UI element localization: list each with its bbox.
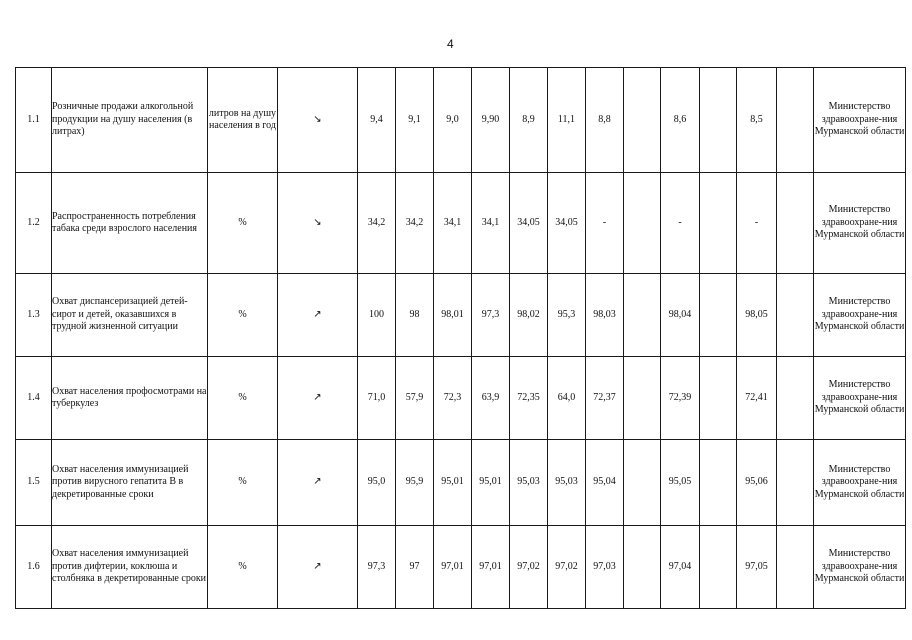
unit-cell: % [208,526,278,609]
unit-cell: литров на душу населения в год [208,68,278,173]
value-cell: 100 [358,274,396,357]
value-cell: 9,4 [358,68,396,173]
unit-cell: % [208,274,278,357]
empty-cell [624,274,661,357]
value-cell: 95,05 [661,440,700,526]
value-cell: 97,03 [586,526,624,609]
unit-cell: % [208,173,278,274]
value-cell: 95,0 [358,440,396,526]
empty-cell [700,173,737,274]
empty-cell [700,440,737,526]
value-cell: 8,5 [737,68,777,173]
value-cell: 98,04 [661,274,700,357]
trend-arrow-icon: ↘ [278,173,358,274]
trend-arrow-icon: ↗ [278,526,358,609]
row-number: 1.5 [16,440,52,526]
value-cell: 97,02 [510,526,548,609]
trend-arrow-icon: ↗ [278,440,358,526]
value-cell: 97 [396,526,434,609]
empty-cell [777,357,814,440]
trend-arrow-icon: ↗ [278,357,358,440]
value-cell: 97,3 [358,526,396,609]
table-row [16,68,906,173]
empty-cell [700,68,737,173]
value-cell: 9,1 [396,68,434,173]
value-cell: 34,05 [548,173,586,274]
value-cell: 34,2 [358,173,396,274]
value-cell: 57,9 [396,357,434,440]
responsible-cell: Министерство здравоохране-ния Мурманской области [814,68,906,173]
value-cell: 97,04 [661,526,700,609]
value-cell: 34,1 [472,173,510,274]
empty-cell [624,173,661,274]
unit-cell: % [208,440,278,526]
value-cell: 72,39 [661,357,700,440]
row-number: 1.4 [16,357,52,440]
empty-cell [700,274,737,357]
value-cell: 9,90 [472,68,510,173]
value-cell: 95,01 [434,440,472,526]
value-cell: 72,37 [586,357,624,440]
value-cell: 95,06 [737,440,777,526]
value-cell: 97,01 [472,526,510,609]
value-cell: - [737,173,777,274]
indicator-name: Розничные продажи алкогольной продукции на душу населения (в литрах) [52,68,208,173]
row-number: 1.3 [16,274,52,357]
empty-cell [777,68,814,173]
empty-cell [777,274,814,357]
indicator-name: Охват населения профосмотрами на туберкулез [52,357,208,440]
value-cell: 98,03 [586,274,624,357]
indicator-name: Распространенность потребления табака среди взрослого населения [52,173,208,274]
value-cell: 34,2 [396,173,434,274]
table-row [16,274,906,357]
row-number: 1.6 [16,526,52,609]
value-cell: 72,35 [510,357,548,440]
empty-cell [700,357,737,440]
value-cell: 9,0 [434,68,472,173]
value-cell: 95,03 [548,440,586,526]
value-cell: 98,01 [434,274,472,357]
row-number: 1.2 [16,173,52,274]
empty-cell [777,440,814,526]
value-cell: 8,6 [661,68,700,173]
value-cell: 95,3 [548,274,586,357]
table-row [16,357,906,440]
indicator-name: Охват населения иммунизацией против дифтерии, коклюша и столбняка в декретированные сроки [52,526,208,609]
value-cell: 95,04 [586,440,624,526]
responsible-cell: Министерство здравоохране-ния Мурманской области [814,274,906,357]
responsible-cell: Министерство здравоохране-ния Мурманской области [814,440,906,526]
empty-cell [777,173,814,274]
trend-arrow-icon: ↗ [278,274,358,357]
value-cell: 95,9 [396,440,434,526]
value-cell: 97,3 [472,274,510,357]
empty-cell [624,68,661,173]
value-cell: 8,8 [586,68,624,173]
value-cell: 63,9 [472,357,510,440]
table-row [16,173,906,274]
empty-cell [624,526,661,609]
value-cell: 34,1 [434,173,472,274]
responsible-cell: Министерство здравоохране-ния Мурманской области [814,357,906,440]
value-cell: 97,05 [737,526,777,609]
value-cell: 8,9 [510,68,548,173]
trend-arrow-icon: ↘ [278,68,358,173]
empty-cell [624,357,661,440]
indicator-name: Охват населения иммунизацией против вирусного гепатита В в декретированные сроки [52,440,208,526]
value-cell: 34,05 [510,173,548,274]
value-cell: 11,1 [548,68,586,173]
value-cell: 97,01 [434,526,472,609]
value-cell: - [586,173,624,274]
value-cell: 72,3 [434,357,472,440]
indicator-name: Охват диспансеризацией детей-сирот и детей, оказавшихся в трудной жизненной ситуации [52,274,208,357]
value-cell: 97,02 [548,526,586,609]
responsible-cell: Министерство здравоохране-ния Мурманской области [814,173,906,274]
empty-cell [624,440,661,526]
value-cell: 72,41 [737,357,777,440]
row-number: 1.1 [16,68,52,173]
empty-cell [777,526,814,609]
value-cell: 64,0 [548,357,586,440]
value-cell: 98,02 [510,274,548,357]
value-cell: 95,03 [510,440,548,526]
indicators-table [15,67,906,609]
table-row [16,440,906,526]
value-cell: 95,01 [472,440,510,526]
value-cell: - [661,173,700,274]
empty-cell [700,526,737,609]
unit-cell: % [208,357,278,440]
value-cell: 71,0 [358,357,396,440]
page-number: 4 [447,37,454,51]
responsible-cell: Министерство здравоохране-ния Мурманской области [814,526,906,609]
value-cell: 98 [396,274,434,357]
table-row [16,526,906,609]
value-cell: 98,05 [737,274,777,357]
